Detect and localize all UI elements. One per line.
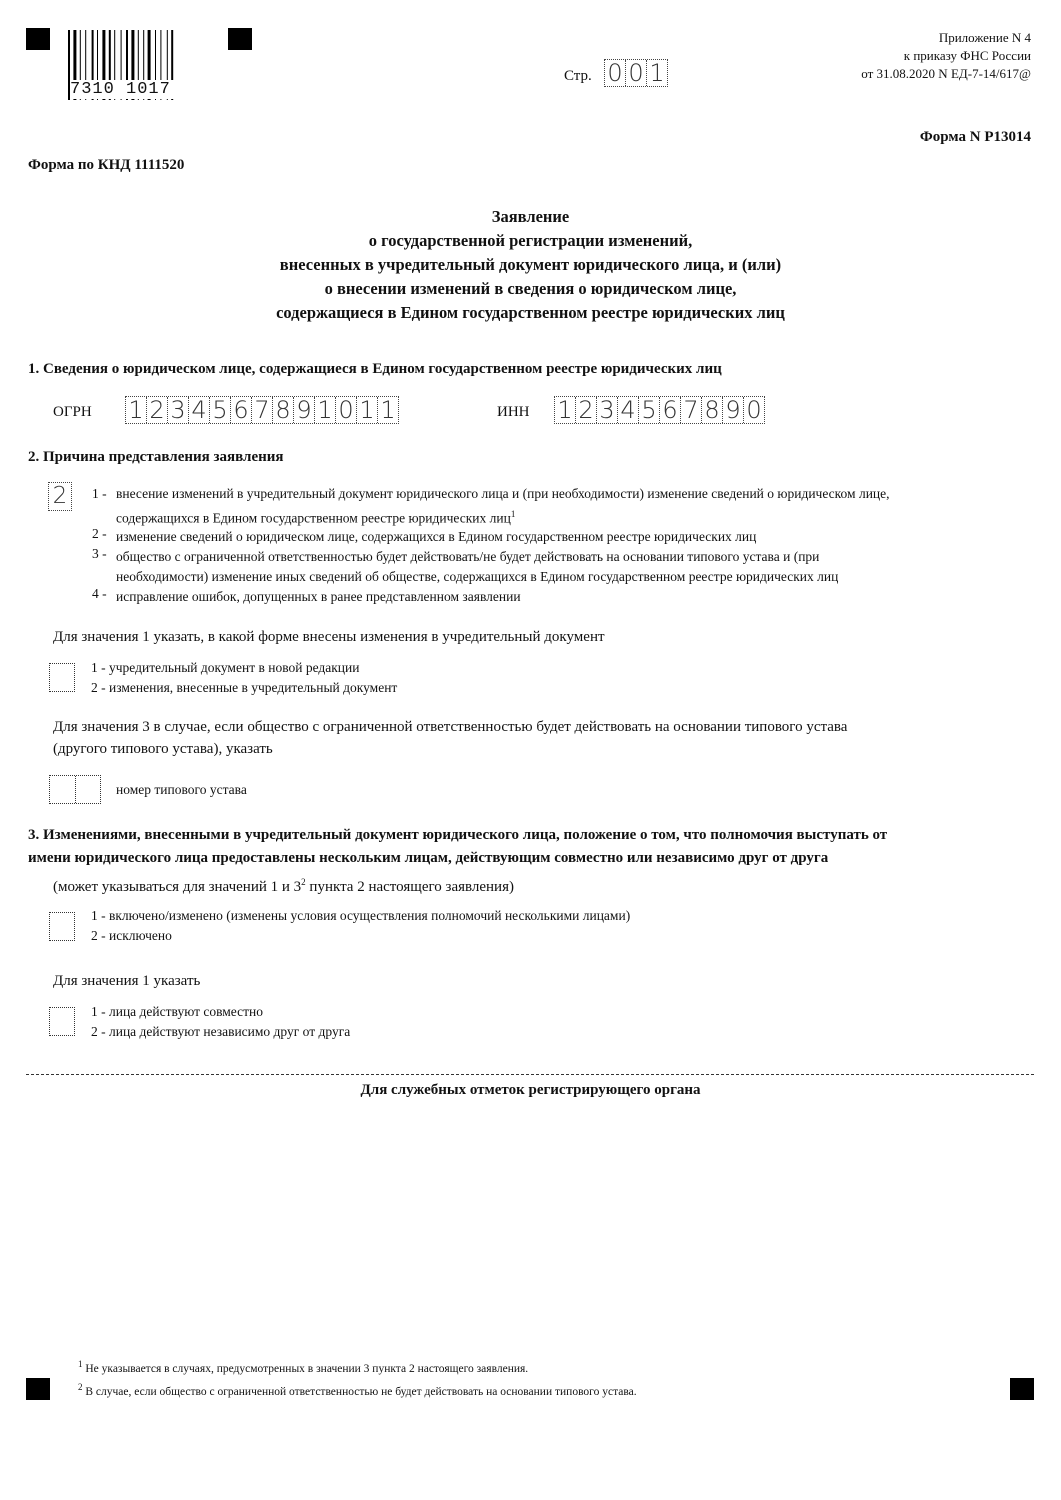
footnote [78,1382,637,1398]
title-line: внесенных в учредительный документ юридического лица, и (или) [279,255,782,274]
persons-act-option: 2 - лица действуют независимо друг от друга [91,1024,351,1039]
footnote-text: Не указывается в случаях, предусмотренных в значении 3 пункта 2 настоящего заявления. [85,1362,529,1375]
page-number-cells [604,59,668,87]
annex-date: от 31.08.2020 N ЕД-7-14/617@ [861,66,1031,81]
page-digit-cell: 1 [649,59,665,87]
section3-note [53,877,514,896]
reason-option-text-cont: содержащихся в Едином государственном реестре юридических лиц [116,510,511,526]
powers-provision-option: 1 - включено/изменено (изменены условия осуществления полномочий несколькими лицами) [91,908,631,923]
reason-option-text: необходимости) изменение иных сведений об обществе, содержащихся в Едином государственном реестре юридических лиц [116,569,839,584]
service-marks-heading: Для служебных отметок регистрирующего органа [360,1082,701,1098]
section1-heading: 1. Сведения о юридическом лице, содержащиеся в Едином государственном реестре юридических лиц [28,361,722,377]
value1-prompt: Для значения 1 указать, в какой форме внесены изменения в учредительный документ [53,629,605,645]
inn-digit-cell: 2 [576,397,597,423]
form-number: Форма N Р13014 [919,129,1031,145]
corner-marker-top-left [26,28,50,50]
section3-note-b: пункта 2 настоящего заявления) [305,879,514,895]
inn-digit-cell: 7 [681,397,702,423]
title-line: о государственной регистрации изменений, [368,231,693,250]
inn-label: ИНН [497,404,530,420]
inn-digit-cell: 3 [597,397,618,423]
inn-digit-cell: 5 [639,397,660,423]
footnote-ref: 2 [301,877,306,887]
title-line: о внесении изменений в сведения о юридическом лице, [324,279,737,298]
ogrn-field[interactable] [125,396,399,424]
ogrn-digit-cell: 0 [336,397,357,423]
ogrn-digit-cell: 1 [315,397,336,423]
powers-provision-option: 2 - исключено [91,928,172,943]
ogrn-digit-cell: 9 [294,397,315,423]
reason-option-number: 4 - [92,586,107,601]
corner-marker-top-right [228,28,252,50]
value3-prompt-cont: (другого типового устава), указать [53,741,273,757]
ogrn-digit-cell: 4 [189,397,210,423]
annex-order: к приказу ФНС России [903,48,1031,63]
reason-option-number: 1 - [92,486,107,501]
section3-heading-cont: имени юридического лица предоставлены нескольким лицам, действующим совместно или независимо друг от друга [28,850,829,866]
title-line: содержащиеся в Едином государственном реестре юридических лиц [276,303,785,322]
section3-note-a: (может указываться для значений 1 и 3 [53,879,302,895]
inn-digit-cell: 1 [555,397,576,423]
ogrn-digit-cell: 5 [210,397,231,423]
footnote-ref: 1 [510,509,516,519]
reason-option-text: исправление ошибок, допущенных в ранее представленном заявлении [116,589,521,604]
reason-option-text: изменение сведений о юридическом лице, содержащихся в Едином государственном реестре юридических лиц [116,529,757,544]
document-form-option: 2 - изменения, внесенные в учредительный документ [91,680,398,695]
inn-digit-cell: 9 [723,397,744,423]
ogrn-digit-cell: 7 [252,397,273,423]
page-label: Стр. [564,68,592,84]
footnote-number: 1 [78,1359,83,1369]
document-form-field[interactable] [49,663,75,692]
page-digit-cell: 0 [626,60,647,86]
ogrn-digit-cell: 1 [380,396,396,424]
annex-title: Приложение N 4 [938,30,1031,45]
value3-prompt: Для значения 3 в случае, если общество с ограниченной ответственностью будет действовать на основании типового устава [53,719,848,735]
inn-digit-cell: 8 [702,397,723,423]
page-digit-cell: 0 [605,60,626,86]
reason-option-text: общество с ограниченной ответственностью будет действовать/не будет действовать на основании типового устава и (при [116,549,820,564]
persons-act-field[interactable] [49,1007,75,1036]
section3-value1-prompt: Для значения 1 указать [53,973,201,989]
document-title [0,205,1061,325]
ogrn-digit-cell: 1 [357,397,378,423]
corner-marker-bottom-left [26,1378,50,1400]
standard-charter-number-field[interactable] [49,775,101,804]
knd-code: Форма по КНД 1111520 [28,157,185,173]
ogrn-label: ОГРН [53,404,92,420]
inn-digit-cell: 0 [746,396,762,424]
persons-act-option: 1 - лица действуют совместно [91,1004,263,1019]
title-line: Заявление [491,207,570,226]
footnote [78,1359,528,1375]
inn-digit-cell: 4 [618,397,639,423]
reason-option-text [116,509,515,527]
footnote-text: В случае, если общество с ограниченной ответственностью не будет действовать на основании типового устава. [85,1385,637,1398]
ogrn-digit-cell: 2 [147,397,168,423]
barcode-number: 7310 1017 [70,80,210,99]
reason-option-number: 3 - [92,546,107,561]
annex-header [861,29,1031,83]
ogrn-digit-cell: 1 [126,397,147,423]
document-form-option: 1 - учредительный документ в новой редакции [91,660,360,675]
standard-charter-label: номер типового устава [116,782,247,797]
reason-option-text: внесение изменений в учредительный документ юридического лица и (при необходимости) изменение сведений о юридическом лице, [116,486,890,501]
corner-marker-bottom-right [1010,1378,1034,1400]
footnote-number: 2 [78,1382,83,1392]
inn-digit-cell: 6 [660,397,681,423]
inn-field[interactable] [554,396,765,424]
ogrn-digit-cell: 8 [273,397,294,423]
ogrn-digit-cell: 3 [168,397,189,423]
section3-heading: 3. Изменениями, внесенными в учредительный документ юридического лица, положение о том, что полномочия выступать от [28,827,888,843]
reason-field[interactable] [48,482,72,511]
reason-value: 2 [52,483,68,509]
section2-heading: 2. Причина представления заявления [28,449,284,465]
powers-provision-field[interactable] [49,912,75,941]
reason-option-number: 2 - [92,526,107,541]
cut-line [26,1074,1034,1075]
ogrn-digit-cell: 6 [231,397,252,423]
